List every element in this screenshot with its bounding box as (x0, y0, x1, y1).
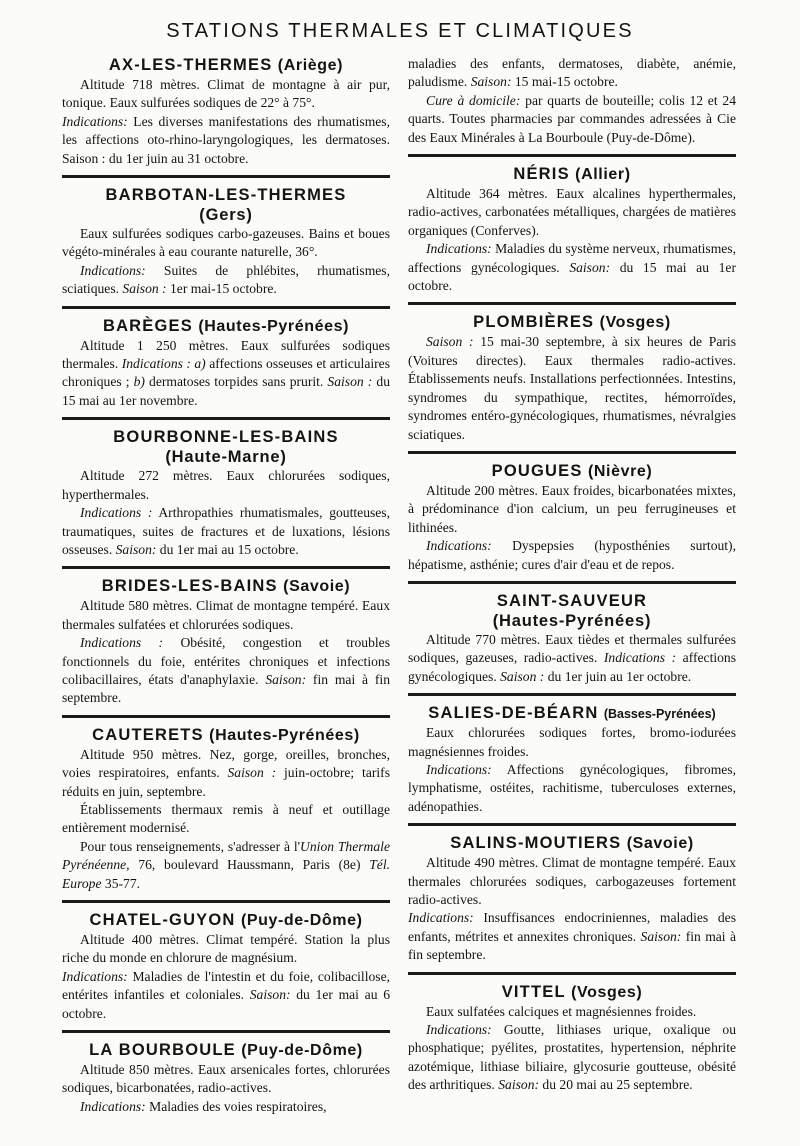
italic-label: Saison: (569, 259, 611, 275)
body-text: affections osseuses et articulaires chroniques ; (62, 356, 390, 390)
italic-label: Saison: (470, 74, 512, 90)
body-text: par quarts de bouteille; colis 12 et 24 quarts. Toutes pharmacies par commandes adressées à Cie des Eaux Minérales à La Bourboule (Puy-de-Dôme). (408, 92, 736, 145)
station-paragraph (408, 92, 736, 147)
station-heading (62, 1040, 390, 1061)
italic-label: Saison : (426, 334, 474, 350)
body-text: Affections gynécologiques, fibromes, lymphatisme, ostéites, rachitisme, tuberculoses externes, adénopathies. (408, 761, 736, 814)
station-entry (408, 982, 736, 1095)
italic-label: Indications: (426, 1022, 492, 1038)
section-divider (408, 302, 736, 305)
station-name: BRIDES-LES-BAINS (101, 577, 278, 596)
station-entry (408, 703, 736, 816)
station-paragraph (408, 240, 736, 295)
station-region: (Nièvre) (587, 462, 653, 480)
station-paragraph (62, 801, 390, 838)
body-text: Suites de phlébites, rhumatismes, sciatiques. (62, 262, 390, 297)
body-text: Eaux chlorurées sodiques fortes, bromo-iodurées magnésiennes froides. (408, 725, 736, 759)
station-heading (62, 316, 390, 337)
body-text: Établissements thermaux remis à neuf et outillage entièrement modernisé. (62, 801, 390, 836)
italic-label: Indications : (603, 650, 677, 666)
italic-label: b) (133, 374, 145, 390)
station-heading (62, 55, 390, 76)
station-region: (Haute-Marne) (165, 448, 287, 467)
italic-label: Indications : a) (121, 356, 206, 372)
station-region: (Vosges) (599, 314, 671, 332)
station-paragraph (408, 1003, 736, 1021)
station-name: POUGUES (491, 461, 583, 480)
body-text: du 20 mai au 25 septembre. (539, 1077, 693, 1093)
italic-label: Cure à domicile: (426, 92, 521, 108)
station-entry (62, 725, 390, 893)
italic-label: Indications : (80, 505, 153, 521)
section-divider (62, 900, 390, 903)
station-paragraph (408, 482, 736, 537)
body-text: 15 mai-15 octobre. (511, 74, 618, 90)
section-divider (62, 306, 390, 309)
station-paragraph (408, 724, 736, 761)
station-paragraph (408, 1021, 736, 1095)
station-heading (408, 461, 736, 482)
station-name: VITTEL (501, 982, 566, 1001)
body-text: fin mai à fin septembre. (408, 928, 736, 963)
station-paragraph (62, 225, 390, 262)
station-paragraph (62, 113, 390, 168)
station-name: NÉRIS (513, 165, 570, 184)
station-heading (62, 725, 390, 746)
italic-label: Indications: (426, 241, 492, 257)
station-entry (62, 1040, 390, 1116)
station-paragraph (408, 55, 736, 92)
body-text: Maladies de l'intestin et du foie, colibacillose, entérites infantiles et coloniales. (62, 968, 390, 1003)
italic-label: Indications: (80, 262, 146, 278)
body-text: Altitude 850 mètres. Eaux arsenicales fortes, chlorurées sodiques, bicarbonatées, radio-actives. (62, 1062, 390, 1096)
body-text: du 1er juin au 1er octobre. (544, 668, 692, 684)
station-paragraph (408, 631, 736, 686)
italic-label: Indications: (426, 761, 492, 777)
station-paragraph (62, 1098, 390, 1116)
body-text: Altitude 200 mètres. Eaux froides, bicarbonatées mixtes, à prédominance d'ion calcium, un peu ferrugineuses et lithinées. (408, 482, 736, 535)
station-heading (408, 703, 736, 724)
section-divider (62, 566, 390, 569)
body-text: Altitude 1 250 mètres. Eaux sulfurées sodiques thermales. (62, 337, 390, 372)
body-text: Altitude 580 mètres. Climat de montagne tempéré. Eaux thermales sulfatées et chlorurées sodiques. (62, 598, 390, 632)
station-paragraph (62, 467, 390, 504)
station-paragraph (408, 537, 736, 574)
station-region: (Hautes-Pyrénées) (492, 611, 652, 630)
station-region: (Puy-de-Dôme) (241, 1042, 363, 1060)
body-text: Altitude 950 mètres. Nez, gorge, oreilles, bronches, voies respiratoires, enfants. (62, 746, 390, 781)
station-paragraph (408, 761, 736, 816)
section-divider (408, 581, 736, 584)
section-divider (62, 417, 390, 420)
station-name: LA BOURBOULE (89, 1041, 236, 1060)
body-text: Maladies des voies respiratoires, (145, 1098, 327, 1114)
station-paragraph (408, 909, 736, 964)
station-heading (62, 910, 390, 931)
station-paragraph (408, 185, 736, 240)
italic-label: Saison: (265, 671, 307, 687)
station-paragraph (62, 746, 390, 801)
station-name: SAINT-SAUVEUR (496, 591, 648, 610)
body-text: du 1er mai au 15 octobre. (156, 541, 299, 557)
station-heading (408, 164, 736, 185)
italic-label: Saison : (122, 281, 167, 297)
italic-label: Saison : (500, 668, 545, 684)
left-column (62, 55, 390, 1140)
station-region: (Puy-de-Dôme) (240, 912, 363, 929)
italic-label: Indications: (426, 538, 492, 554)
station-heading (408, 312, 736, 333)
station-heading (62, 427, 390, 467)
station-entry (62, 316, 390, 411)
station-region: (Basses-Pyrénées) (603, 707, 716, 722)
station-region: (Vosges) (571, 983, 643, 1001)
station-paragraph (62, 76, 390, 113)
station-region: (Allier) (575, 166, 631, 184)
station-paragraph (62, 968, 390, 1023)
station-region: (Savoie) (283, 578, 351, 596)
body-text: Altitude 770 mètres. Eaux tièdes et thermales sulfurées sodiques, gazeuses, radio-actives. (408, 631, 736, 666)
body-text: Altitude 400 mètres. Climat tempéré. Station la plus riche du monde en chlorure de magnésium. (62, 932, 390, 966)
station-paragraph (62, 634, 390, 708)
station-name: BARÈGES (102, 316, 193, 335)
body-text: 35-77. (101, 875, 141, 891)
station-name: SALINS-MOUTIERS (450, 834, 622, 853)
station-paragraph (62, 1061, 390, 1098)
section-divider (62, 715, 390, 718)
body-text: Eaux sulfurées sodiques carbo-gazeuses. Bains et boues végéto-minérales à eau courante naturelle, 36°. (62, 226, 390, 260)
section-divider (408, 972, 736, 975)
body-text: Les diverses manifestations des rhumatismes, les affections oto-rhino-laryngologiques, les dermatoses. Saison : du 1er juin au 31 octobre. (62, 113, 390, 166)
station-entry (62, 427, 390, 559)
station-heading (408, 591, 736, 631)
page-title: STATIONS THERMALES ET CLIMATIQUES (166, 20, 634, 42)
body-text: Eaux sulfatées calciques et magnésiennes froides. (426, 1003, 697, 1019)
body-text: 1er mai-15 octobre. (166, 281, 277, 297)
station-paragraph (62, 931, 390, 968)
station-region: (Gers) (199, 206, 253, 225)
station-region: (Hautes-Pyrénées) (198, 317, 350, 335)
body-text: affections gynécologiques. (408, 650, 737, 684)
body-text: Dyspepsies (hyposthénies surtout), hépatisme, asthénie; cures d'air d'eau et de repos. (408, 538, 736, 572)
italic-label: Saison: (640, 928, 682, 944)
body-text: maladies des enfants, dermatoses, diabète, anémie, paludisme. (408, 56, 736, 90)
station-entry (408, 833, 736, 964)
body-text: dermatoses torpides sans prurit. (144, 374, 328, 390)
section-divider (408, 693, 736, 696)
station-name: CHATEL-GUYON (89, 911, 236, 929)
body-text: Maladies du système nerveux, rhumatismes, affections gynécologiques. (408, 241, 736, 275)
section-divider (62, 175, 390, 178)
italic-label: Union Thermale Pyrénéenne, (62, 838, 390, 873)
body-text: Pour tous renseignements, s'adresser à l' (80, 838, 301, 854)
body-text: Obésité, congestion et troubles fonctionnels du foie, entérites chroniques et infections colibacillaires, états d'anaphylaxie. (62, 635, 390, 687)
body-text: fin mai à fin septembre. (62, 671, 391, 706)
body-text: du 15 mai au 1er octobre. (408, 259, 736, 294)
body-text: Arthropathies rhumatismales, goutteuses, traumatiques, suites de fractures et de luxations, lésions osseuses. (62, 505, 390, 557)
station-region: (Hautes-Pyrénées) (209, 726, 360, 744)
station-entry (408, 591, 736, 686)
station-entry (408, 461, 736, 574)
body-text: du 1er mai au 6 octobre. (62, 987, 390, 1021)
body-text: Insuffisances endocriniennes, maladies des enfants, métrites et annexites chroniques. (408, 910, 736, 944)
station-region: (Savoie) (626, 835, 694, 853)
station-name: PLOMBIÈRES (473, 313, 595, 332)
italic-label: Saison : (227, 765, 277, 781)
station-heading (62, 185, 390, 225)
station-paragraph (408, 333, 736, 443)
station-entry (408, 55, 736, 147)
body-text: Goutte, lithiases urique, oxalique ou phosphatique; pyélites, prostatites, hypertension, néphrite azotémique, lithiase biliaire, glycosurie goutteuse, obésité des arthritiques. (408, 1022, 736, 1093)
body-text: du 15 mai au 1er novembre. (62, 374, 390, 408)
station-paragraph (408, 854, 736, 909)
body-text: Altitude 490 mètres. Climat de montagne tempéré. Eaux thermales chlorurées sodiques, carbogazeuses fortement radio-actives. (408, 855, 736, 907)
italic-label: Indications : (80, 635, 164, 651)
station-entry (62, 55, 390, 168)
body-text: juin-octobre; tarifs réduits en juin, septembre. (62, 765, 390, 799)
section-divider (408, 154, 736, 157)
body-text: Altitude 364 mètres. Eaux alcalines hyperthermales, radio-actives, carbonatées métalliques, chargées de matières organiques (Conferves). (408, 186, 736, 238)
italic-label: Indications: (62, 968, 128, 984)
italic-label: Indications: (80, 1098, 146, 1114)
station-paragraph (62, 597, 390, 634)
station-paragraph (62, 262, 390, 299)
body-text: Altitude 718 mètres. Climat de montagne à air pur, tonique. Eaux sulfurées sodiques de 22° à 75°. (62, 77, 390, 111)
italic-label: Tél. Europe (62, 857, 390, 891)
right-column (408, 55, 736, 1140)
station-name: BOURBONNE-LES-BAINS (113, 428, 339, 447)
station-name: CAUTERETS (92, 725, 204, 744)
italic-label: Saison: (249, 987, 291, 1003)
station-heading (408, 982, 736, 1003)
body-text: 15 mai-30 septembre, à six heures de Paris (Voitures directes). Eaux thermales radio-actives. Établissements neufs. Installations perfectionnées. Intestins, syndromes du sympathique, rectites, hémorroïdes, syndromes entéro-gynécologiques, rhumatismes, névralgies sciatiques. (408, 334, 736, 442)
station-entry (408, 312, 736, 443)
station-heading (408, 833, 736, 854)
station-name: SALIES-DE-BÉARN (428, 704, 599, 723)
italic-label: Saison: (115, 541, 157, 557)
station-entry (62, 576, 390, 707)
section-divider (408, 823, 736, 826)
italic-label: Indications: (62, 113, 128, 129)
station-entry (408, 164, 736, 295)
body-text: Altitude 272 mètres. Eaux chlorurées sodiques, hyperthermales. (62, 468, 390, 502)
station-paragraph (62, 504, 390, 559)
body-text: 76, boulevard Haussmann, Paris (8e) (129, 857, 370, 873)
section-divider (408, 451, 736, 454)
station-name: AX-LES-THERMES (108, 56, 273, 74)
station-entry (62, 185, 390, 299)
station-region: (Ariège) (277, 57, 344, 74)
section-divider (62, 1030, 390, 1033)
station-entry (62, 910, 390, 1023)
station-heading (62, 576, 390, 597)
italic-label: Saison : (327, 374, 373, 390)
station-paragraph (62, 838, 390, 893)
station-paragraph (62, 337, 390, 411)
italic-label: Saison: (498, 1077, 540, 1093)
station-name: BARBOTAN-LES-THERMES (105, 186, 347, 205)
italic-label: Indications: (408, 910, 474, 926)
